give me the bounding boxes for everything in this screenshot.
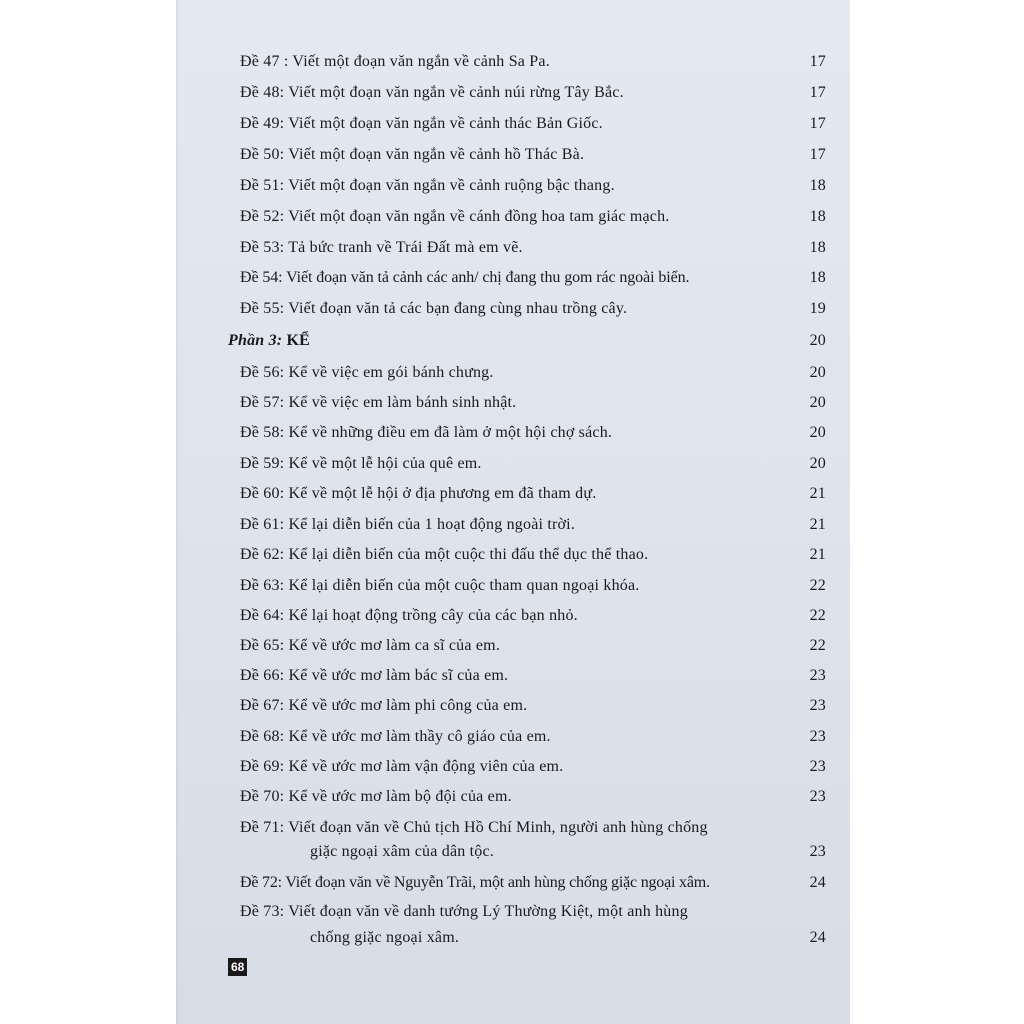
- toc-page-number: 22: [809, 637, 826, 654]
- toc-page-number: 23: [809, 843, 826, 860]
- toc-page-number: 17: [809, 53, 826, 70]
- toc-page-number: 18: [809, 269, 826, 286]
- toc-page-number: 20: [809, 424, 826, 441]
- toc-page-number: 23: [809, 728, 826, 745]
- toc-entry-label: Đề 62: Kể lại diễn biến của một cuộc thi đấu thể dục thể thao.: [240, 546, 649, 563]
- toc-entry-label: Đề 59: Kể về một lễ hội của quê em.: [240, 455, 482, 472]
- toc-page-number: 17: [809, 84, 826, 101]
- toc-entry-label-line2: giặc ngoại xâm của dân tộc.: [310, 843, 494, 860]
- toc-page-number: 18: [809, 177, 826, 194]
- toc-entry-label: Đề 65: Kể về ước mơ làm ca sĩ của em.: [240, 637, 501, 654]
- toc-entry-label: Đề 68: Kể về ước mơ làm thầy cô giáo của em.: [240, 728, 551, 745]
- book-page: [176, 0, 850, 1024]
- toc-entry-label: Đề 69: Kể về ước mơ làm vận động viên của em.: [240, 758, 564, 775]
- section-title: KỂ: [286, 332, 311, 349]
- toc-page-number: 17: [809, 115, 826, 132]
- section-label: [228, 331, 828, 351]
- toc-entry-label: Đề 48: Viết một đoạn văn ngắn về cảnh núi rừng Tây Bắc.: [240, 84, 624, 101]
- toc-entry-label-line2: chống giặc ngoại xâm.: [310, 929, 460, 946]
- toc-page-number: 23: [809, 758, 826, 775]
- toc-entry-label: Đề 50: Viết một đoạn văn ngắn về cảnh hồ Thác Bà.: [240, 146, 585, 163]
- toc-entry-label: Đề 60: Kể về một lễ hội ở địa phương em đã tham dự.: [240, 485, 597, 502]
- toc-entry-label: Đề 47 : Viết một đoạn văn ngắn về cảnh Sa Pa.: [240, 53, 550, 70]
- toc-entry-label: Đề 72: Viết đoạn văn về Nguyễn Trãi, một anh hùng chống giặc ngoại xâm.: [240, 874, 710, 891]
- toc-entry-label: Đề 49: Viết một đoạn văn ngắn về cảnh thác Bản Giốc.: [240, 115, 603, 132]
- toc-entry-label: Đề 58: Kể về những điều em đã làm ở một hội chợ sách.: [240, 424, 613, 441]
- section-prefix: Phần 3:: [228, 332, 283, 349]
- toc-entry-label-line1: Đề 71: Viết đoạn văn về Chủ tịch Hồ Chí Minh, người anh hùng chống: [240, 819, 708, 836]
- toc-entry-label: Đề 61: Kể lại diễn biến của 1 hoạt động ngoài trời.: [240, 516, 576, 533]
- toc-page-number: 19: [809, 300, 826, 317]
- toc-page-number: 18: [809, 239, 826, 256]
- toc-page-number: 24: [809, 874, 826, 891]
- toc-entry-label: Đề 53: Tả bức tranh về Trái Đất mà em vẽ.: [240, 239, 523, 256]
- toc-entry-label: Đề 67: Kể về ước mơ làm phi công của em.: [240, 697, 528, 714]
- toc-page-number: 23: [809, 697, 826, 714]
- toc-entry-label: Đề 63: Kể lại diễn biến của một cuộc tham quan ngoại khóa.: [240, 577, 640, 594]
- toc-page-number: 21: [809, 485, 826, 502]
- toc-page-number: 18: [809, 208, 826, 225]
- toc-page-number: 17: [809, 146, 826, 163]
- toc-page-number: 23: [809, 667, 826, 684]
- toc-entry-label: Đề 64: Kể lại hoạt động trồng cây của các bạn nhỏ.: [240, 607, 578, 624]
- toc-entry-label: Đề 57: Kể về việc em làm bánh sinh nhật.: [240, 394, 517, 411]
- toc-page-number: 22: [809, 607, 826, 624]
- toc-entry-label: Đề 70: Kể về ước mơ làm bộ đội của em.: [240, 788, 512, 805]
- toc-page-number: 24: [809, 929, 826, 946]
- toc-entry-label: Đề 66: Kể về ước mơ làm bác sĩ của em.: [240, 667, 509, 684]
- toc-page-number: 21: [809, 546, 826, 563]
- toc-entry-label: Đề 54: Viết đoạn văn tả cảnh các anh/ chị đang thu gom rác ngoài biển.: [240, 269, 690, 286]
- toc-page-number: 20: [809, 455, 826, 472]
- toc-page-number: 20: [809, 394, 826, 411]
- toc-entry-label-line1: Đề 73: Viết đoạn văn về danh tướng Lý Thường Kiệt, một anh hùng: [240, 903, 688, 920]
- page-number-badge: 68: [228, 958, 247, 976]
- toc-page-number: 23: [809, 788, 826, 805]
- toc-page-number: 20: [809, 332, 826, 349]
- toc-entry-label: Đề 55: Viết đoạn văn tả các bạn đang cùng nhau trồng cây.: [240, 300, 628, 317]
- toc-entry-label: Đề 52: Viết một đoạn văn ngắn về cánh đồng hoa tam giác mạch.: [240, 208, 670, 225]
- toc-page-number: 22: [809, 577, 826, 594]
- toc-page-number: 21: [809, 516, 826, 533]
- toc-entry-label: Đề 56: Kể về việc em gói bánh chưng.: [240, 364, 494, 381]
- toc-page-number: 20: [809, 364, 826, 381]
- toc-entry-label: Đề 51: Viết một đoạn văn ngắn về cảnh ruộng bậc thang.: [240, 177, 615, 194]
